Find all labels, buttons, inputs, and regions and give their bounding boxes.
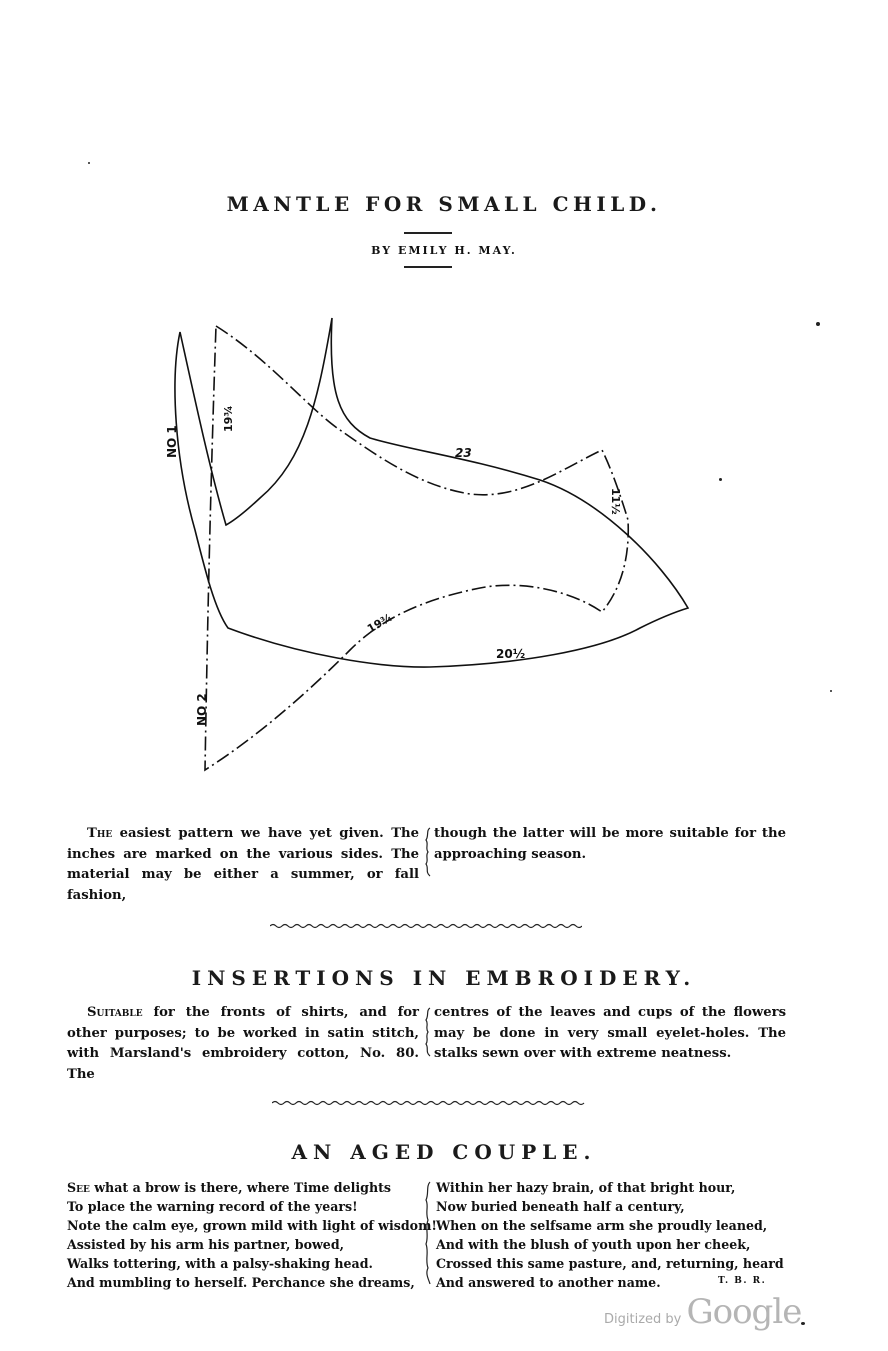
label-measure-5: 20½ (496, 647, 526, 661)
ink-speck (816, 322, 820, 326)
poem-left-column (67, 1178, 437, 1292)
article-title-mantle: MANTLE FOR SMALL CHILD. (226, 192, 662, 216)
label-measure-2: 23 (455, 446, 472, 460)
label-no2: NO 2 (195, 693, 209, 726)
wavy-divider-1 (270, 922, 582, 930)
poem-line: Crossed this same pasture, and, returning, heard (436, 1256, 784, 1271)
poem-right-column (436, 1178, 784, 1292)
mantle-text-col2: though the latter will be more suitable for the approaching season. (434, 826, 786, 862)
poem-lead-word: See (67, 1180, 90, 1195)
ink-speck (719, 478, 722, 481)
poem-line: Within her hazy brain, of that bright hour, (436, 1180, 736, 1195)
watermark-prefix: Digitized by (604, 1312, 682, 1327)
poem-line: And with the blush of youth upon her cheek, (436, 1237, 751, 1252)
label-measure-4: 19¾ (365, 610, 395, 636)
insertions-text-col2: centres of the leaves and cups of the flowers may be done in very small eyelet-holes. The stalks sewn over with extreme neatness. (434, 1005, 786, 1061)
column-brace-2 (423, 1006, 433, 1058)
poem-line: To place the warning record of the years! (67, 1199, 358, 1214)
mantle-text-col1 (67, 824, 419, 906)
wavy-divider-2 (272, 1099, 586, 1107)
label-measure-1: 19¾ (222, 405, 235, 432)
mantle-lead-word: The (87, 826, 113, 841)
pattern-piece-2 (205, 326, 628, 770)
poem-signature: T. B. R. (718, 1276, 767, 1286)
article-title-poem: AN AGED COUPLE. (291, 1140, 597, 1164)
ink-speck (830, 690, 832, 692)
ink-speck (88, 162, 90, 164)
poem-line: Note the calm eye, grown mild with light of wisdom! (67, 1218, 437, 1233)
insertions-text-col1 (67, 1003, 419, 1085)
mantle-text-left: easiest pattern we have yet given. The inches are marked on the various sides. The material may be either a summer, or fall fashion, (67, 826, 419, 903)
digitized-watermark (604, 1292, 801, 1332)
poem-line: And mumbling to herself. Perchance she dreams, (67, 1275, 415, 1290)
poem-line: Assisted by his arm his partner, bowed, (67, 1237, 345, 1252)
poem-line: When on the selfsame arm she proudly leaned, (436, 1218, 768, 1233)
column-brace-3 (423, 1180, 433, 1286)
byline: BY EMILY H. MAY. (371, 244, 517, 257)
article-title-insertions: INSERTIONS IN EMBROIDERY. (191, 966, 697, 990)
insertions-lead-word: Suitable (87, 1005, 143, 1020)
poem-line: See what a brow is there, where Time delights (67, 1180, 392, 1195)
poem-line: Now buried beneath half a century, (436, 1199, 685, 1214)
poem-line: And answered to another name. (436, 1275, 661, 1290)
label-no1: NO 1 (165, 425, 179, 458)
column-brace-1 (423, 826, 433, 878)
google-logo: Google (686, 1292, 802, 1332)
ink-speck (801, 1322, 805, 1325)
insertions-text-left: for the fronts of shirts, and for other purposes; to be worked in satin stitch, with Marsland's embroidery cotton, No. 80. The (67, 1005, 419, 1082)
poem-line: Walks tottering, with a palsy-shaking head. (67, 1256, 373, 1271)
label-measure-3: 11½ (609, 488, 622, 515)
